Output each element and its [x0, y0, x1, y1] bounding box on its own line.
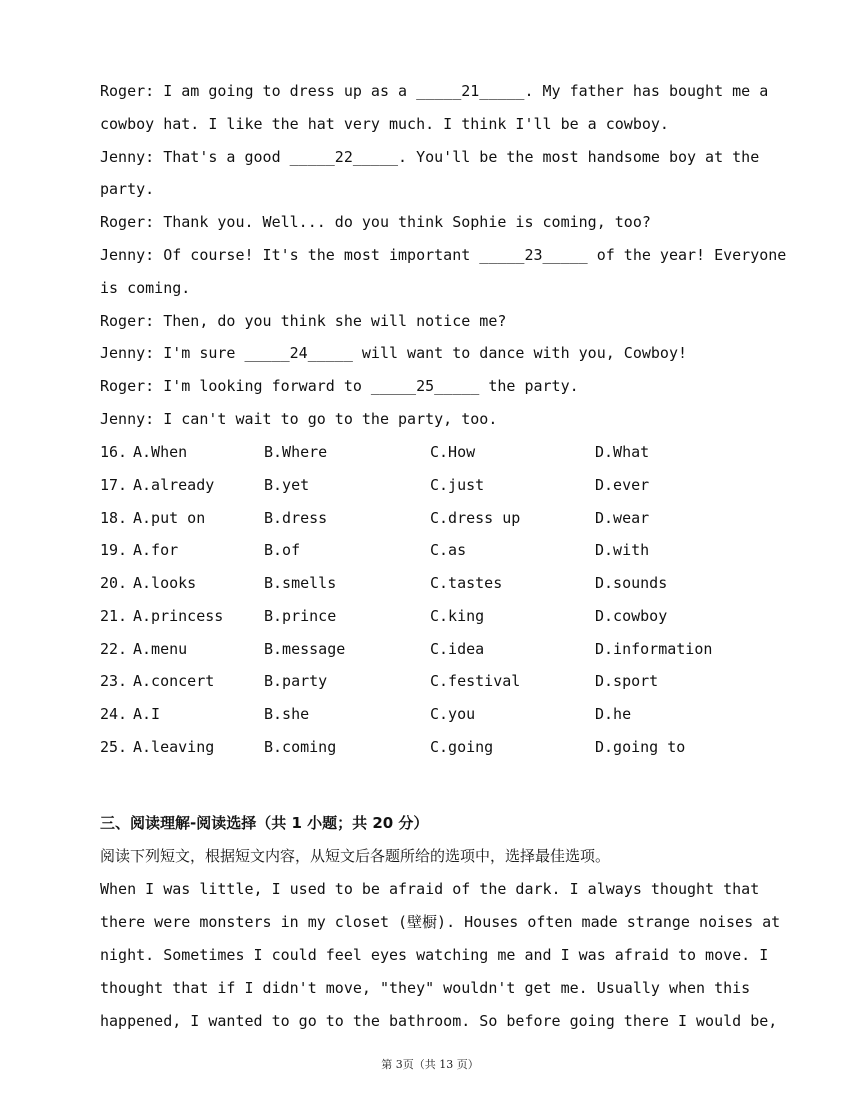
passage-line: night. Sometimes I could feel eyes watching me and I was afraid to move. I — [100, 946, 769, 964]
dialogue-line: cowboy hat. I like the hat very much. I think I'll be a cowboy. — [100, 115, 669, 133]
question-row — [100, 442, 760, 462]
passage-line: there were monsters in my closet (壁橱). Houses often made strange noises at — [100, 913, 781, 931]
question-row — [100, 573, 760, 593]
passage-line: When I was little, I used to be afraid of the dark. I always thought that — [100, 880, 760, 898]
section-heading: 三、阅读理解-阅读选择（共 1 小题；共 20 分） — [100, 814, 429, 832]
option-c: C.idea — [430, 640, 485, 658]
question-row — [100, 671, 760, 691]
question-number: 21. — [100, 607, 128, 625]
option-a: A.concert — [133, 672, 215, 690]
option-b: B.prince — [264, 607, 337, 625]
option-d: D.going to — [595, 738, 686, 756]
dialogue-line: is coming. — [100, 279, 191, 297]
option-d: D.ever — [595, 476, 650, 494]
question-row — [100, 737, 760, 757]
option-b: B.she — [264, 705, 310, 723]
option-a: A.put on — [133, 509, 206, 527]
dialogue-line: party. — [100, 180, 155, 198]
option-c: C.just — [430, 476, 485, 494]
question-row — [100, 606, 760, 626]
option-d: D.wear — [595, 509, 650, 527]
question-number: 17. — [100, 476, 128, 494]
option-d: D.with — [595, 541, 650, 559]
option-a: A.menu — [133, 640, 188, 658]
question-number: 16. — [100, 443, 128, 461]
question-number: 23. — [100, 672, 128, 690]
option-b: B.Where — [264, 443, 328, 461]
option-b: B.message — [264, 640, 346, 658]
option-d: D.sport — [595, 672, 659, 690]
option-d: D.he — [595, 705, 632, 723]
option-c: C.going — [430, 738, 494, 756]
dialogue-line: Jenny: I'm sure _____24_____ will want to dance with you, Cowboy! — [100, 344, 687, 362]
dialogue-line: Roger: Then, do you think she will notice me? — [100, 312, 507, 330]
question-number: 19. — [100, 541, 128, 559]
question-number: 24. — [100, 705, 128, 723]
question-row — [100, 475, 760, 495]
option-c: C.tastes — [430, 574, 503, 592]
option-a: A.When — [133, 443, 188, 461]
option-a: A.leaving — [133, 738, 215, 756]
option-b: B.coming — [264, 738, 337, 756]
option-c: C.dress up — [430, 509, 521, 527]
question-row — [100, 704, 760, 724]
option-c: C.you — [430, 705, 476, 723]
page-footer: 第 3页（共 13 页） — [381, 1058, 479, 1071]
passage-line: happened, I wanted to go to the bathroom. So before going there I would be, — [100, 1012, 778, 1030]
option-a: A.looks — [133, 574, 197, 592]
question-number: 22. — [100, 640, 128, 658]
question-row — [100, 540, 760, 560]
option-c: C.king — [430, 607, 485, 625]
dialogue-line: Jenny: I can't wait to go to the party, too. — [100, 410, 498, 428]
dialogue-line: Roger: Thank you. Well... do you think Sophie is coming, too? — [100, 213, 651, 231]
option-d: D.What — [595, 443, 650, 461]
option-b: B.yet — [264, 476, 310, 494]
dialogue-line: Jenny: Of course! It's the most important _____23_____ of the year! Everyone — [100, 246, 787, 264]
dialogue-line: Roger: I'm looking forward to _____25_____ the party. — [100, 377, 579, 395]
option-c: C.festival — [430, 672, 521, 690]
option-b: B.of — [264, 541, 301, 559]
question-number: 25. — [100, 738, 128, 756]
question-number: 18. — [100, 509, 128, 527]
section-instruction: 阅读下列短文，根据短文内容，从短文后各题所给的选项中，选择最佳选项。 — [100, 847, 611, 865]
option-d: D.cowboy — [595, 607, 668, 625]
dialogue-line: Roger: I am going to dress up as a _____21_____. My father has bought me a — [100, 82, 769, 100]
option-b: B.smells — [264, 574, 337, 592]
question-row — [100, 508, 760, 528]
question-number: 20. — [100, 574, 128, 592]
option-a: A.already — [133, 476, 215, 494]
option-a: A.I — [133, 705, 161, 723]
option-b: B.dress — [264, 509, 328, 527]
option-c: C.as — [430, 541, 467, 559]
option-d: D.information — [595, 640, 713, 658]
dialogue-line: Jenny: That's a good _____22_____. You'll be the most handsome boy at the — [100, 148, 760, 166]
option-b: B.party — [264, 672, 328, 690]
option-d: D.sounds — [595, 574, 668, 592]
option-c: C.How — [430, 443, 476, 461]
question-row — [100, 639, 760, 659]
option-a: A.for — [133, 541, 179, 559]
passage-line: thought that if I didn't move, "they" wouldn't get me. Usually when this — [100, 979, 751, 997]
option-a: A.princess — [133, 607, 224, 625]
